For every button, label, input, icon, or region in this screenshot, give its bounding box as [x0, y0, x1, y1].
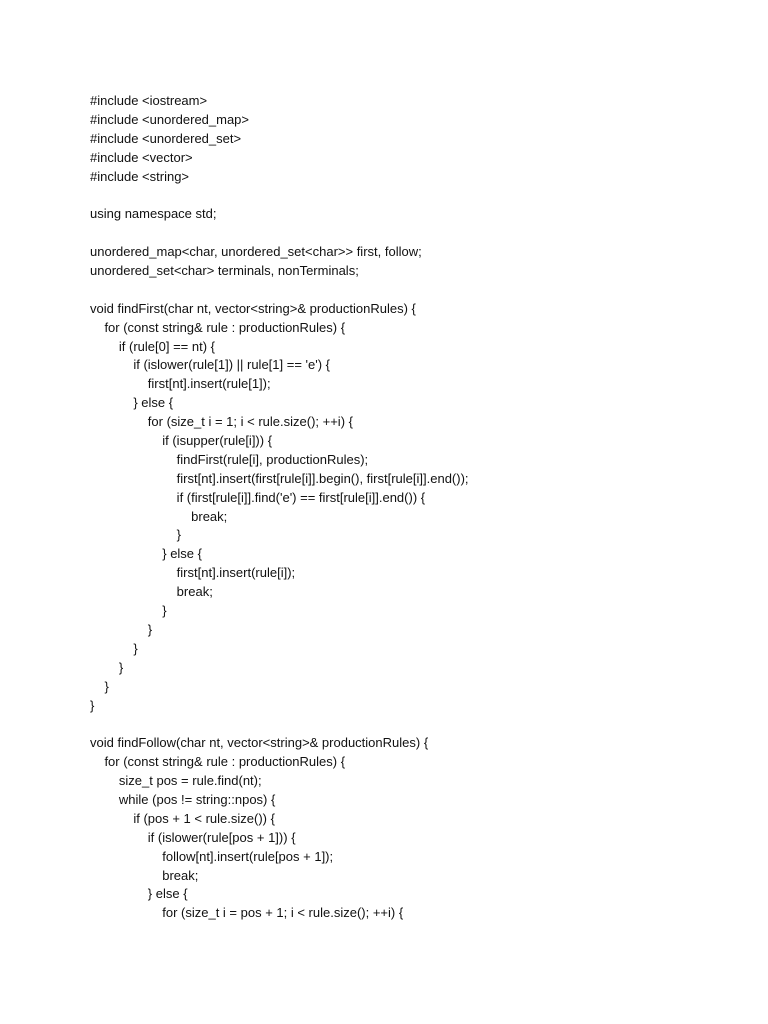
- code-line: unordered_map<char, unordered_set<char>> first, follow;: [90, 244, 422, 260]
- code-line: }: [90, 678, 109, 694]
- code-line: #include <unordered_set>: [90, 130, 242, 146]
- code-line: break;: [90, 508, 228, 524]
- code-line: }: [90, 697, 95, 713]
- code-line: #include <iostream>: [90, 93, 208, 108]
- code-line: } else {: [90, 395, 174, 411]
- code-line: }: [90, 527, 182, 543]
- code-line: } else {: [90, 546, 202, 562]
- code-line: size_t pos = rule.find(nt);: [90, 773, 262, 789]
- code-line: first[nt].insert(first[rule[i]].begin(), first[rule[i]].end());: [90, 470, 469, 486]
- code-line: #include <string>: [90, 168, 190, 184]
- code-line: for (const string& rule : productionRules) {: [90, 754, 346, 770]
- code-line: if (rule[0] == nt) {: [90, 338, 215, 354]
- code-line: if (first[rule[i]].find('e') == first[rule[i]].end()) {: [90, 489, 426, 505]
- code-line: [90, 224, 750, 243]
- code-line: }: [90, 659, 124, 675]
- code-line: for (size_t i = 1; i < rule.size(); ++i) {: [90, 414, 353, 430]
- code-line: while (pos != string::npos) {: [90, 791, 276, 807]
- code-line: }: [90, 621, 153, 637]
- code-line: } else {: [90, 886, 188, 902]
- code-line: if (islower(rule[1]) || rule[1] == 'e') {: [90, 357, 331, 373]
- code-line: unordered_set<char> terminals, nonTerminals;: [90, 263, 359, 279]
- code-line: findFirst(rule[i], productionRules);: [90, 451, 369, 467]
- code-line: for (size_t i = pos + 1; i < rule.size(); ++i) {: [90, 905, 404, 921]
- code-line: [90, 281, 750, 300]
- code-line: break;: [90, 867, 199, 883]
- code-line: #include <vector>: [90, 149, 193, 165]
- code-line: if (isupper(rule[i])) {: [90, 433, 273, 449]
- code-line: void findFollow(char nt, vector<string>& productionRules) {: [90, 735, 429, 751]
- code-line: if (pos + 1 < rule.size()) {: [90, 810, 275, 826]
- code-line: [90, 186, 750, 205]
- code-line: first[nt].insert(rule[i]);: [90, 565, 296, 581]
- code-line: first[nt].insert(rule[1]);: [90, 376, 271, 392]
- code-line: }: [90, 640, 138, 656]
- code-line: if (islower(rule[pos + 1])) {: [90, 829, 296, 845]
- code-line: #include <unordered_map>: [90, 111, 250, 127]
- code-line: break;: [90, 584, 213, 600]
- code-line: follow[nt].insert(rule[pos + 1]);: [90, 848, 334, 864]
- code-block: [90, 92, 750, 923]
- code-line: using namespace std;: [90, 206, 217, 222]
- code-line: for (const string& rule : productionRules) {: [90, 319, 346, 335]
- code-line: }: [90, 603, 167, 619]
- code-line: void findFirst(char nt, vector<string>& productionRules) {: [90, 300, 416, 316]
- code-line: [90, 715, 750, 734]
